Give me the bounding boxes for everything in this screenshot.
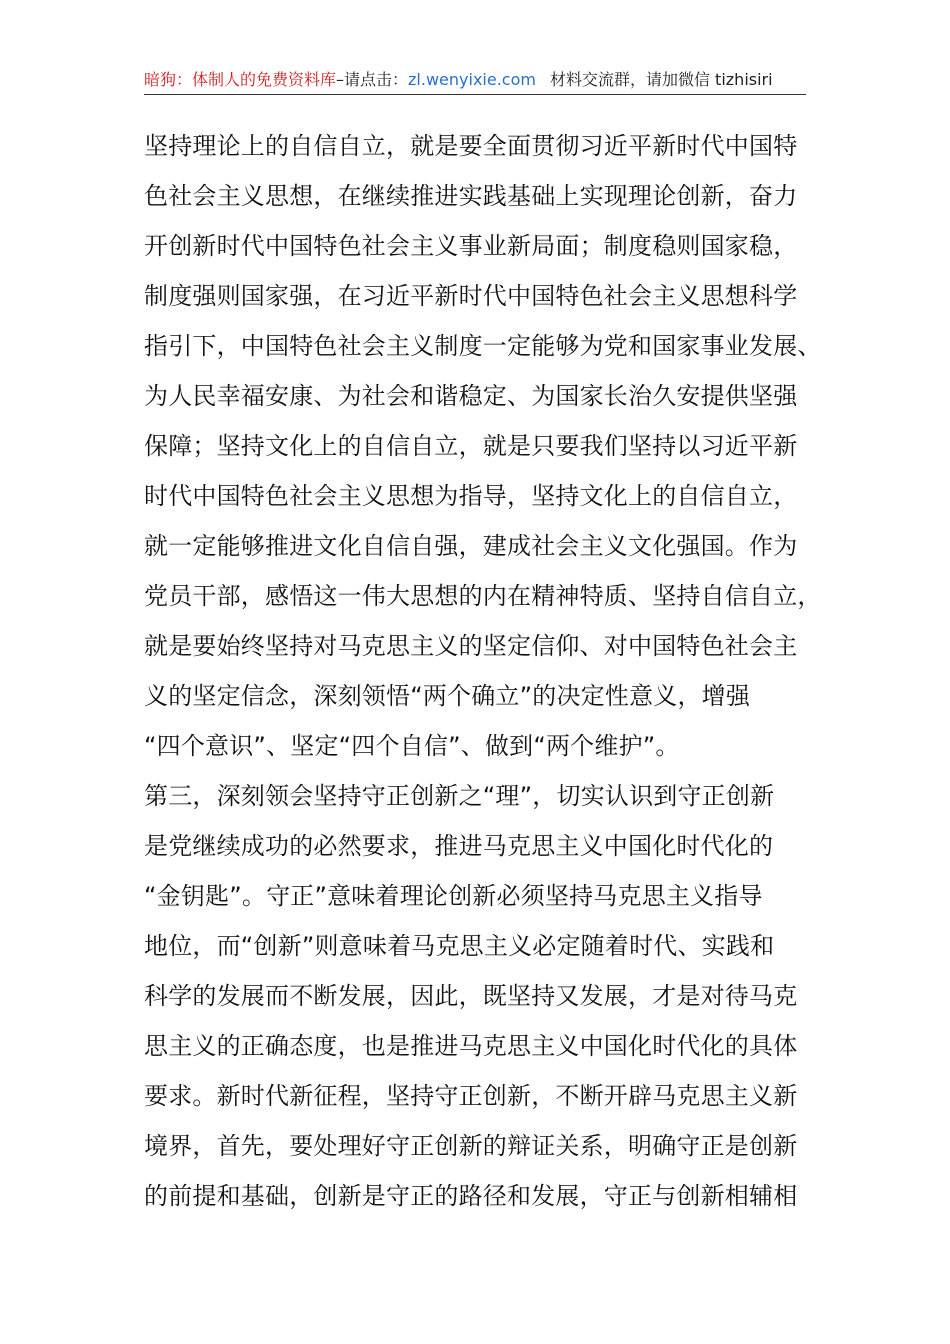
body-line: 就一定能够推进文化自信自强，建成社会主义文化强国。作为 [144, 532, 798, 560]
body-line: 坚持理论上的自信自立，就是要全面贯彻习近平新时代中国特 [144, 132, 798, 160]
header-url-link[interactable]: zl.wenyixie.com [408, 70, 536, 89]
document-body [144, 121, 824, 1221]
body-line: 的前提和基础，创新是守正的路径和发展，守正与创新相辅相 [144, 1182, 798, 1210]
body-line: 指引下，中国特色社会主义制度一定能够为党和国家事业发展、 [144, 332, 822, 360]
body-line: 思主义的正确态度，也是推进马克思主义中国化时代化的具体 [144, 1032, 798, 1060]
header-wechat-note: 材料交流群，请加微信 tizhisiri [549, 70, 773, 89]
body-line: 义的坚定信念，深刻领悟“两个确立”的决定性意义，增强 [144, 682, 751, 710]
body-line: 制度强则国家强，在习近平新时代中国特色社会主义思想科学 [144, 282, 798, 310]
body-line: 时代中国特色社会主义思想为指导，坚持文化上的自信自立， [144, 482, 798, 510]
header-brand: 暗狗：体制人的免费资料库 [144, 70, 337, 89]
body-line: 境界，首先，要处理好守正创新的辩证关系，明确守正是创新 [144, 1132, 798, 1160]
body-line: 开创新时代中国特色社会主义事业新局面；制度稳则国家稳， [144, 232, 798, 260]
body-line: 地位，而“创新”则意味着马克思主义必定随着时代、实践和 [144, 932, 775, 960]
header-divider [144, 94, 806, 95]
body-line: 是党继续成功的必然要求，推进马克思主义中国化时代化的 [144, 832, 774, 860]
body-line: 就是要始终坚持对马克思主义的坚定信仰、对中国特色社会主 [144, 632, 798, 660]
page-header [144, 68, 806, 94]
body-line: 为人民幸福安康、为社会和谐稳定、为国家长治久安提供坚强 [144, 382, 798, 410]
body-line: 第三，深刻领会坚持守正创新之“理”，切实认识到守正创新 [144, 782, 775, 810]
body-line: 要求。新时代新征程，坚持守正创新，不断开辟马克思主义新 [144, 1082, 798, 1110]
body-line: 色社会主义思想，在继续推进实践基础上实现理论创新，奋力 [144, 182, 798, 210]
body-line: “四个意识”、坚定“四个自信”、做到“两个维护”。 [144, 732, 680, 760]
body-line: “金钥匙”。守正”意味着理论创新必须坚持马克思主义指导 [144, 882, 763, 910]
header-click-prompt: –请点击： [336, 70, 409, 89]
body-line: 党员干部，感悟这一伟大思想的内在精神特质、坚持自信自立， [144, 582, 822, 610]
body-line: 保障；坚持文化上的自信自立，就是只要我们坚持以习近平新 [144, 432, 798, 460]
body-line: 科学的发展而不断发展，因此，既坚持又发展，才是对待马克 [144, 982, 798, 1010]
